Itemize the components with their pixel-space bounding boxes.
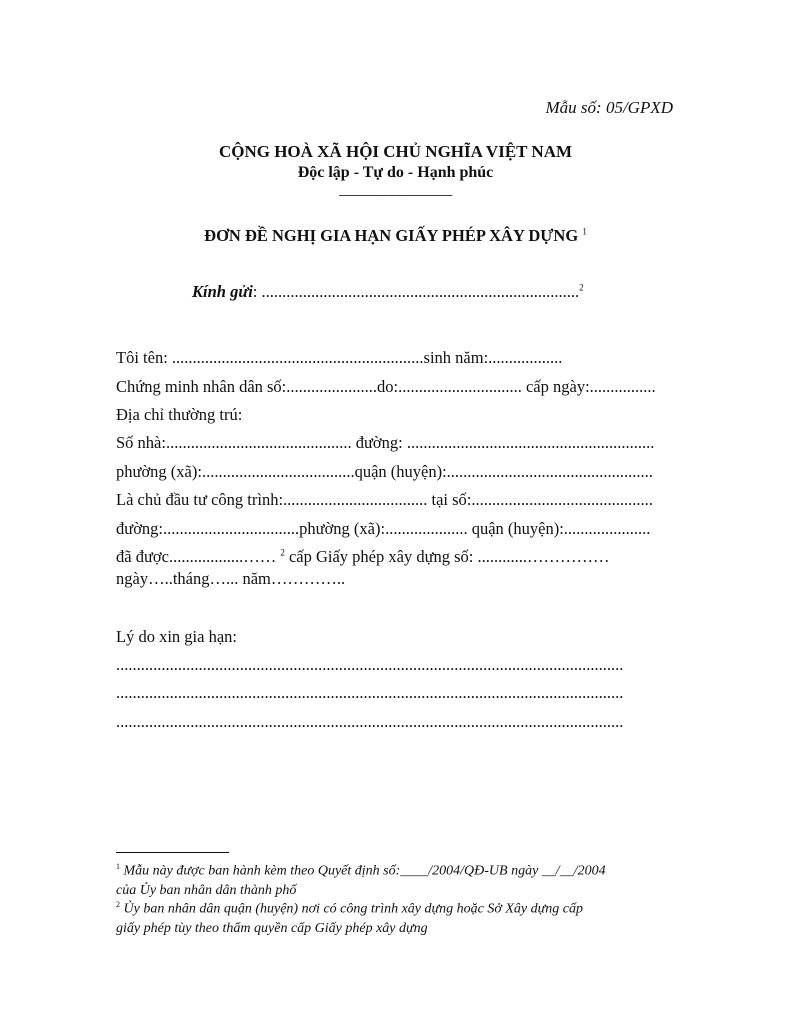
reason-label: Lý do xin gia hạn: <box>116 627 237 646</box>
form-line-name: Tôi tên: .............................................................sinh năm:.................. <box>116 348 563 367</box>
recipient-label: Kính gửi <box>192 282 253 301</box>
form-number: Mẫu số: 05/GPXD <box>545 98 673 117</box>
footnote-1-text: Mẫu này được ban hành kèm theo Quyết định số:____/2004/QĐ-UB ngày __/__/2004 <box>123 863 606 879</box>
footnote-1 <box>116 857 606 900</box>
form-line-ward-district: phường (xã):.....................................quận (huyện):.................................................. <box>116 462 653 481</box>
footnote-ref-1: 1 <box>582 226 587 237</box>
footnote-separator <box>116 852 229 853</box>
form-line-house-street: Số nhà:............................................. đường: ............................................................ <box>116 433 655 452</box>
footnote-2 <box>116 895 583 938</box>
reason-fill-line: ........................................................................................................................... <box>116 683 624 702</box>
nation-heading: CỘNG HOÀ XÃ HỘI CHỦ NGHĨA VIỆT NAM <box>218 142 573 161</box>
document-title-text: ĐƠN ĐỀ NGHỊ GIA HẠN GIẤY PHÉP XÂY DỰNG <box>204 226 579 245</box>
form-line-permit-granted <box>116 547 610 567</box>
footnote-ref-2-inline: 2 <box>280 547 285 558</box>
recipient-line <box>192 282 584 302</box>
permit-granted-after: cấp Giấy phép xây dựng số: ............…………… <box>284 547 610 566</box>
footnote-2-ref: 2 <box>116 900 120 909</box>
permit-granted-before: đã được..................…… <box>116 547 281 566</box>
footnote-1-ref: 1 <box>116 862 120 871</box>
reason-fill-line: ........................................................................................................................... <box>116 712 624 731</box>
footnote-2-line2: giấy phép tùy theo thẩm quyền cấp Giấy phép xây dựng <box>116 920 428 936</box>
footnote-ref-2: 2 <box>579 282 584 293</box>
motto: Độc lập - Tự do - Hạnh phúc <box>297 164 494 181</box>
footnote-2-line1 <box>116 895 583 919</box>
form-line-address-label: Địa chỉ thường trú: <box>116 405 243 424</box>
footnote-2-text: Ủy ban nhân dân quận (huyện) nơi có công trình xây dựng hoặc Sở Xây dựng cấp <box>123 901 583 917</box>
form-line-project-address: đường:.................................phường (xã):.................... quận (huyện):..................... <box>116 519 651 538</box>
recipient-fill: : ............................................................................. <box>252 282 580 301</box>
heading-divider: _______________ <box>339 181 452 198</box>
form-line-permit-date: ngày…..tháng…... năm………….. <box>116 569 346 588</box>
form-line-investor: Là chủ đầu tư công trình:................................... tại số:............................................ <box>116 490 653 509</box>
form-line-id-card: Chứng minh nhân dân số:......................do:.............................. cấp ngày:................ <box>116 377 656 396</box>
document-title <box>0 226 791 246</box>
reason-fill-line: ........................................................................................................................... <box>116 655 624 674</box>
footnote-1-line1 <box>116 857 606 881</box>
footnote-1-line2: của Ủy ban nhân dân thành phố <box>116 882 297 898</box>
